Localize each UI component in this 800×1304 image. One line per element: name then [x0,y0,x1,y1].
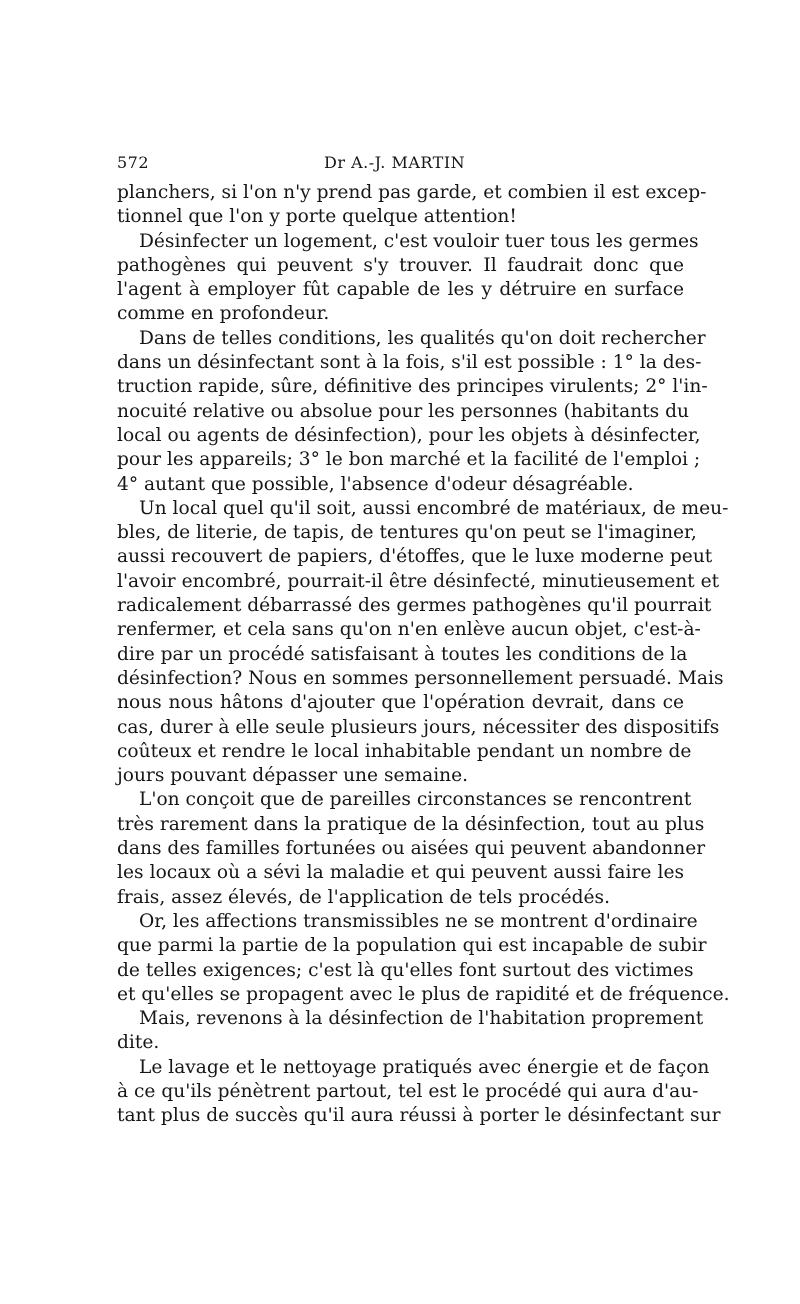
paragraph [117,788,706,909]
paragraph [117,230,699,327]
text-line: jours pouvant dépasser une semaine. [117,765,469,787]
text-line: coûteux et rendre le local inhabitable pendant un nombre de [117,740,692,762]
paragraph [117,1056,721,1129]
text-line: radicalement débarrassé des germes pathogènes qu'il pourrait [117,595,712,617]
text-line: 4° autant que possible, l'absence d'odeur désagréable. [117,473,634,495]
page-number: 572 [117,153,150,172]
paragraph [117,497,729,789]
text-line: l'avoir encombré, pourrait-il être désinfecté, minutieusement et [117,570,720,592]
running-head: Dr A.-J. MARTIN [324,153,466,172]
text-line: dans un désinfectant sont à la fois, s'il est possible : 1° la des- [117,352,702,374]
text-line: dans des familles fortunées ou aisées qui peuvent abandonner [117,838,706,860]
text-line: nous nous hâtons d'ajouter que l'opération devrait, dans ce [117,692,684,714]
text-line: truction rapide, sûre, définitive des principes virulents; 2° l'in- [117,376,708,398]
text-line: dite. [117,1032,160,1054]
text-line: Or, les affections transmissibles ne se montrent d'ordinaire [139,910,698,932]
text-line: tant plus de succès qu'il aura réussi à porter le désinfectant sur [117,1105,721,1127]
text-line: pour les appareils; 3° le bon marché et la facilité de l'emploi ; [117,449,701,471]
text-line: local ou agents de désinfection), pour les objets à désinfecter, [117,424,701,446]
text-line: aussi recouvert de papiers, d'étoffes, que le luxe moderne peut [117,546,713,568]
text-line: nocuité relative ou absolue pour les personnes (habitants du [117,400,690,422]
text-line: dire par un procédé satisfaisant à toutes les conditions de la [117,643,688,665]
text-line: Un local quel qu'il soit, aussi encombré de matériaux, de meu- [139,497,729,519]
text-line: que parmi la partie de la population qui est incapable de subir [117,935,707,957]
paragraph [117,327,708,497]
text-line: renfermer, et cela sans qu'on n'en enlève aucun objet, c'est-à- [117,619,701,641]
text-line: bles, de literie, de tapis, de tentures qu'on peut se l'imaginer, [117,522,697,544]
text-line: et qu'elles se propagent avec le plus de rapidité et de fréquence. [117,983,730,1005]
paragraph [117,181,707,230]
text-line: pathogènes qui peuvent s'y trouver. Il faudrait donc que [117,254,684,276]
text-line: l'agent à employer fût capable de les y détruire en surface [117,279,684,301]
text-line: L'on conçoit que de pareilles circonstances se rencontrent [139,789,692,811]
text-line: Dans de telles conditions, les qualités qu'on doit rechercher [139,327,706,349]
text-line: comme en profondeur. [117,303,330,325]
text-line: frais, assez élevés, de l'application de tels procédés. [117,886,610,908]
paragraph [117,910,730,1007]
text-line: de telles exigences; c'est là qu'elles font surtout des victimes [117,959,694,981]
text-line: Mais, revenons à la désinfection de l'habitation proprement [139,1008,704,1030]
text-line: à ce qu'ils pénètrent partout, tel est le procédé qui aura d'au- [117,1080,699,1102]
page-header [117,153,684,175]
text-line: très rarement dans la pratique de la désinfection, tout au plus [117,813,705,835]
body-text [117,181,730,1129]
text-line: désinfection? Nous en sommes personnellement persuadé. Mais [117,667,724,689]
paragraph [117,1007,704,1056]
text-line: Désinfecter un logement, c'est vouloir tuer tous les germes [139,230,699,252]
text-line: cas, durer à elle seule plusieurs jours, nécessiter des dispositifs [117,716,720,738]
text-line: Le lavage et le nettoyage pratiqués avec énergie et de façon [139,1056,710,1078]
text-line: planchers, si l'on n'y prend pas garde, et combien il est excep- [117,182,707,203]
text-line: tionnel que l'on y porte quelque attention! [117,206,517,228]
text-line: les locaux où a sévi la maladie et qui peuvent aussi faire les [117,862,684,884]
